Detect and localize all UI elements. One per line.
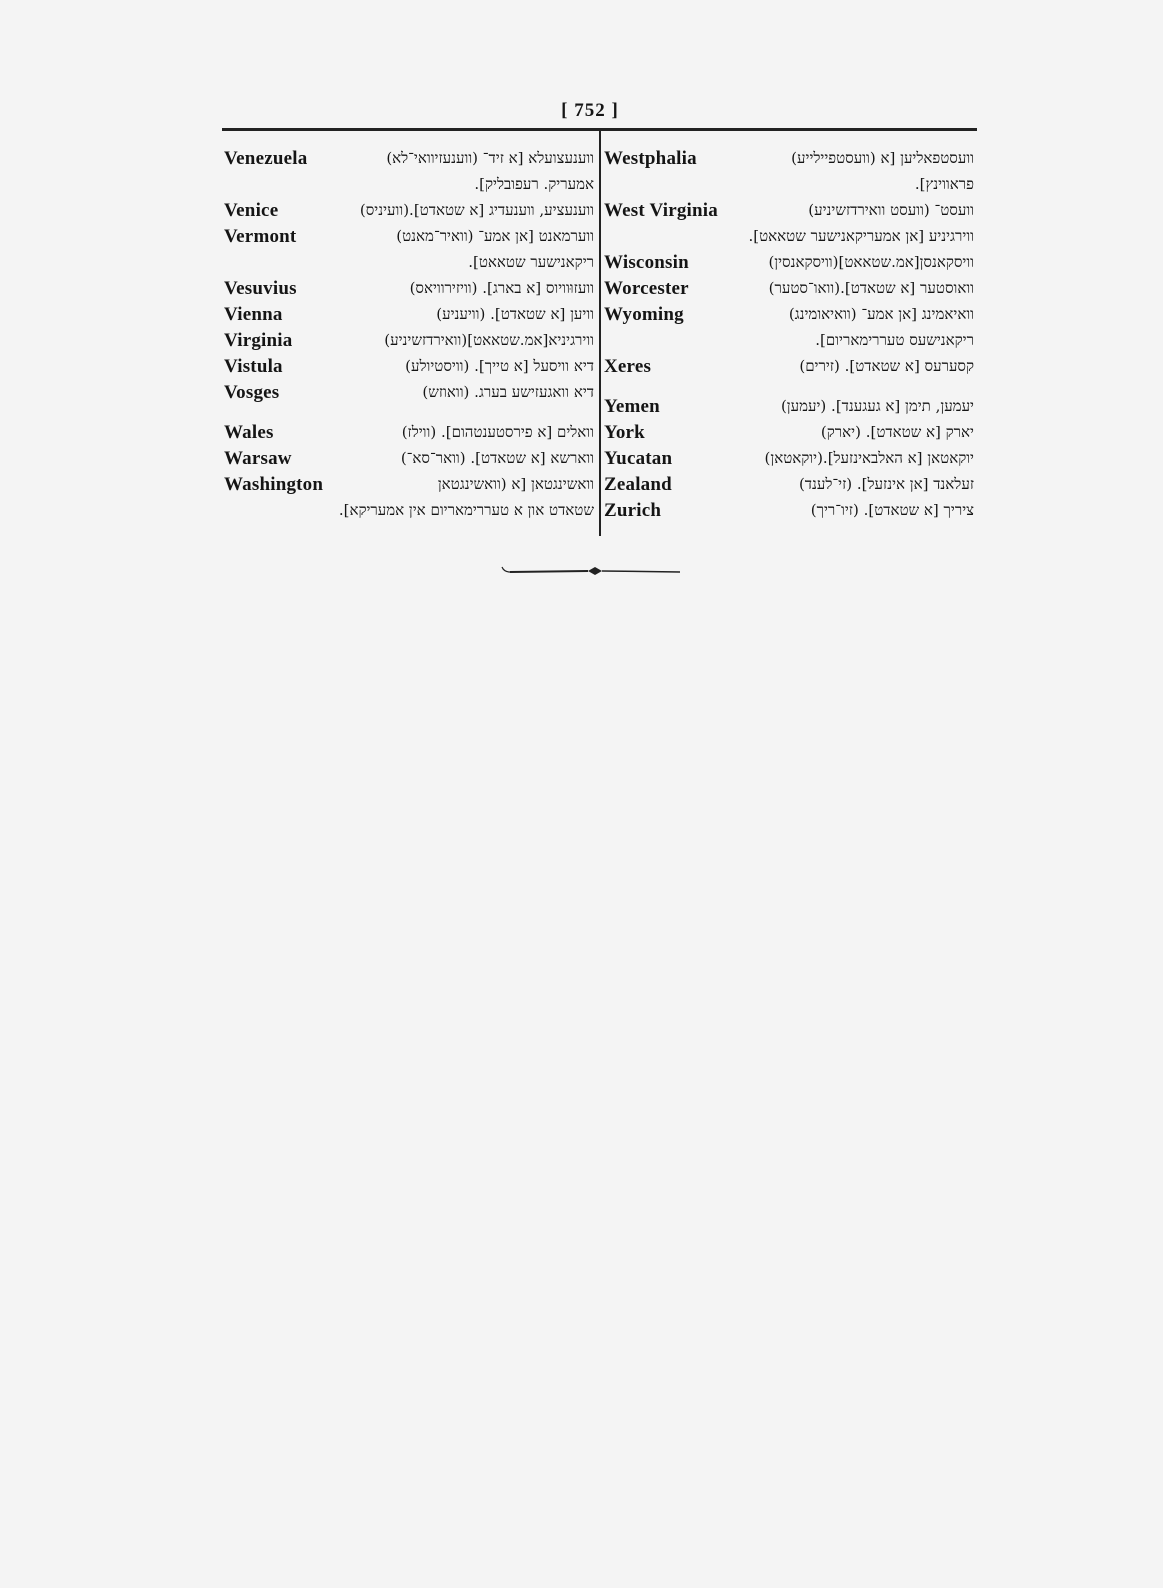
dictionary-entry-continuation xyxy=(224,172,594,198)
english-headword: Wyoming xyxy=(604,304,684,325)
yiddish-definition: דיא וואגעזישע בערג. (וואוזש) xyxy=(422,383,594,401)
entry-spacer xyxy=(604,380,974,394)
right-column xyxy=(604,146,974,524)
dictionary-entry xyxy=(224,302,594,328)
english-headword: Venezuela xyxy=(224,148,308,169)
yiddish-definition: יארק [א שטאדט]. (יארק) xyxy=(820,423,974,441)
yiddish-definition: ציריך [א שטאדט]. (זיו־ריך) xyxy=(810,501,974,519)
yiddish-definition: ריקאנישער שטאאט]. xyxy=(468,253,594,271)
english-headword: Vienna xyxy=(224,304,283,325)
yiddish-definition: וועסטפאליען [א (וועסטפיילייע) xyxy=(791,149,974,167)
english-headword: Vistula xyxy=(224,356,283,377)
yiddish-definition: וואשינגטאן [א (וואשינגטאן xyxy=(437,475,594,493)
dictionary-entry xyxy=(604,146,974,172)
dictionary-entry xyxy=(604,354,974,380)
dictionary-entry xyxy=(604,472,974,498)
english-headword: Vosges xyxy=(224,382,280,403)
yiddish-definition: וועסט־ (וועסט וואירדזשיניע) xyxy=(808,201,974,219)
entry-spacer xyxy=(224,406,594,420)
english-headword: Xeres xyxy=(604,356,652,377)
dictionary-entry-continuation xyxy=(604,328,974,354)
english-headword: Virginia xyxy=(224,330,293,351)
dictionary-entry xyxy=(604,394,974,420)
dictionary-entry xyxy=(604,420,974,446)
yiddish-definition: ווענעציע, ווענעדיג [א שטאדט].(וועיניס) xyxy=(359,201,594,219)
english-headword: West Virginia xyxy=(604,200,718,221)
english-headword: Vesuvius xyxy=(224,278,297,299)
dictionary-entry xyxy=(224,276,594,302)
yiddish-definition: וואלים [א פירסטענטהום]. (ווילז) xyxy=(401,423,594,441)
yiddish-definition: יוקאטאן [א האלבאינזעל].(יוקאטאן) xyxy=(764,449,974,467)
english-headword: Zealand xyxy=(604,474,672,495)
dictionary-entry xyxy=(604,250,974,276)
english-headword: Wales xyxy=(224,422,274,443)
yiddish-definition: וויסקאנסן[אמ.שטאאט](וויסקאנסין) xyxy=(768,253,974,271)
dictionary-entry-continuation xyxy=(604,224,974,250)
yiddish-definition: וואיאמינג [אן אמע־ (וואיאומינג) xyxy=(788,305,974,323)
yiddish-definition: זעלאנד [אן אינזעל]. (זי־לענד) xyxy=(798,475,974,493)
english-headword: Yucatan xyxy=(604,448,673,469)
left-column xyxy=(224,146,594,524)
dictionary-entry xyxy=(604,302,974,328)
english-headword: Wisconsin xyxy=(604,252,689,273)
yiddish-definition: דיא וויסעל [א טייך]. (וויסטיולע) xyxy=(405,357,594,375)
yiddish-definition: ווירגיניע [אן אמעריקאנישער שטאאט]. xyxy=(748,227,974,245)
bottom-ornament xyxy=(500,564,685,578)
dictionary-entry xyxy=(224,198,594,224)
english-headword: York xyxy=(604,422,645,443)
yiddish-definition: יעמען, תימן [א געגענד]. (יעמען) xyxy=(780,397,974,415)
page-number: [ 752 ] xyxy=(561,100,619,121)
yiddish-definition: פראווינץ]. xyxy=(914,175,974,193)
dictionary-entry-continuation xyxy=(604,172,974,198)
dictionary-entry xyxy=(604,498,974,524)
dictionary-entry-continuation xyxy=(224,498,594,524)
column-divider xyxy=(599,131,601,536)
english-headword: Yemen xyxy=(604,396,660,417)
dictionary-entry xyxy=(604,446,974,472)
dictionary-entry-continuation xyxy=(224,250,594,276)
yiddish-definition: וואוסטער [א שטאדט].(וואו־סטער) xyxy=(768,279,974,297)
dictionary-entry xyxy=(604,276,974,302)
dictionary-entry xyxy=(224,224,594,250)
dictionary-entry xyxy=(224,472,594,498)
english-headword: Warsaw xyxy=(224,448,292,469)
yiddish-definition: ריקאנישעס טעררימאריום]. xyxy=(815,331,974,349)
english-headword: Venice xyxy=(224,200,279,221)
yiddish-definition: ווארשא [א שטאדט]. (וואר־סא־) xyxy=(400,449,594,467)
dictionary-entry xyxy=(224,328,594,354)
dictionary-entry xyxy=(224,380,594,406)
dictionary-entry xyxy=(224,354,594,380)
english-headword: Vermont xyxy=(224,226,297,247)
yiddish-definition: שטאדט און א טעררימאריום אין אמעריקא]. xyxy=(338,501,594,519)
yiddish-definition: ווענעצועלא [א זיד־ (ווענעזיוואי־לא) xyxy=(386,149,594,167)
english-headword: Washington xyxy=(224,474,324,495)
yiddish-definition: אמעריק. רעפובליק]. xyxy=(474,175,594,193)
yiddish-definition: וויען [א שטאדט]. (וויעניע) xyxy=(436,305,594,323)
dictionary-entry xyxy=(224,446,594,472)
yiddish-definition: ווערמאנט [אן אמע־ (וואיר־מאנט) xyxy=(396,227,594,245)
dictionary-entry xyxy=(604,198,974,224)
yiddish-definition: ווירגיניא[אמ.שטאאט](וואירדזשיניע) xyxy=(384,331,594,349)
english-headword: Worcester xyxy=(604,278,689,299)
english-headword: Westphalia xyxy=(604,148,697,169)
english-headword: Zurich xyxy=(604,500,662,521)
yiddish-definition: קסערעס [א שטאדט]. (זירים) xyxy=(799,357,974,375)
dictionary-entry xyxy=(224,420,594,446)
dictionary-entry xyxy=(224,146,594,172)
yiddish-definition: וועזוּוויוס [א בארג]. (וויזירוויאס) xyxy=(409,279,594,297)
